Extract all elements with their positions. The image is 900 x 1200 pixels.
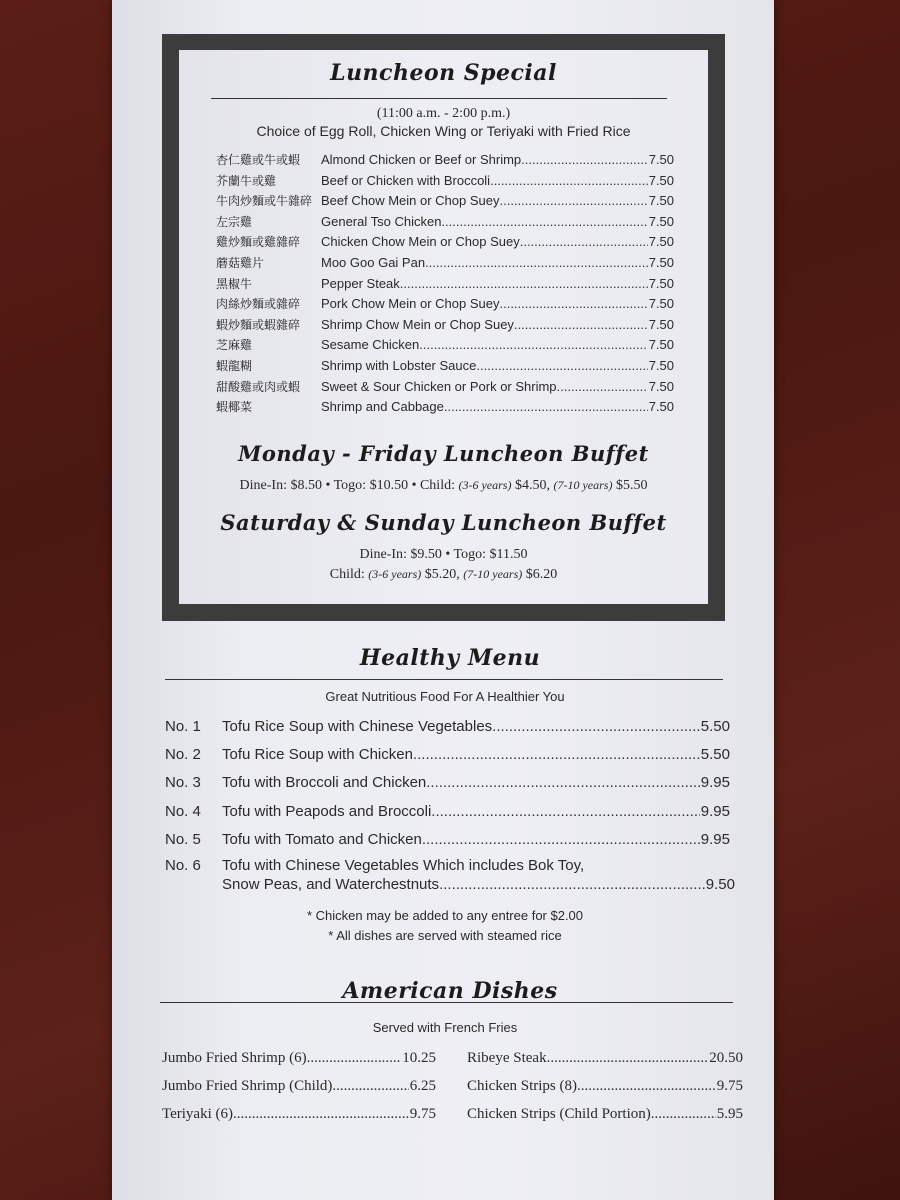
luncheon-item-name: Sweet & Sour Chicken or Pork or Shrimp [321, 378, 557, 394]
leader-dots [499, 193, 647, 208]
leader-dots [332, 1078, 408, 1095]
luncheon-item [216, 357, 674, 374]
healthy-title-rule [165, 679, 723, 680]
luncheon-item [216, 151, 674, 168]
leader-dots [441, 214, 647, 229]
healthy-note-rice: * All dishes are served with steamed rice [328, 928, 562, 943]
leader-dots [233, 1106, 409, 1123]
weekday-buffet-prices [179, 478, 708, 494]
american-item [467, 1078, 743, 1095]
american-item [162, 1106, 436, 1123]
leader-dots [425, 255, 648, 270]
luncheon-item-name: Shrimp and Cabbage [321, 399, 444, 415]
luncheon-item [216, 233, 674, 250]
luncheon-item [216, 172, 674, 189]
healthy-item [165, 746, 730, 763]
luncheon-item-name: Shrimp with Lobster Sauce [321, 358, 477, 373]
healthy-title: Healthy Menu [359, 645, 541, 671]
luncheon-item [216, 295, 674, 312]
leader-dots [521, 152, 648, 167]
luncheon-item-price: 7.50 [648, 275, 674, 291]
luncheon-item-name: Chicken Chow Mein or Chop Suey [321, 234, 520, 250]
american-item-name: Ribeye Steak [467, 1050, 547, 1066]
american-item [162, 1078, 436, 1095]
luncheon-item-price: 7.50 [648, 152, 674, 167]
luncheon-item-chinese: 黑椒牛 [216, 276, 253, 291]
luncheon-item [216, 213, 674, 230]
luncheon-item-price: 7.50 [648, 172, 674, 188]
american-item [162, 1050, 436, 1067]
leader-dots [444, 399, 648, 414]
leader-dots [426, 774, 700, 791]
luncheon-item-price: 7.50 [648, 399, 674, 415]
healthy-item-name: Tofu Rice Soup with Chinese Vegetables [222, 718, 493, 735]
american-item-price: 9.75 [716, 1078, 743, 1094]
luncheon-item-chinese: 牛肉炒麵或牛雜碎 [216, 194, 313, 209]
healthy-item [165, 803, 730, 820]
luncheon-item-name: General Tso Chicken [321, 213, 442, 229]
healthy-item-price: 9.95 [700, 774, 730, 792]
american-item-name: Jumbo Fried Shrimp (6) [162, 1050, 307, 1066]
healthy-note-chicken: * Chicken may be added to any entree for $2.00 [306, 908, 584, 923]
weekend-buffet-title: Saturday & Sunday Luncheon Buffet [220, 510, 667, 535]
healthy-item-6 [165, 857, 735, 874]
luncheon-item-price: 7.50 [648, 255, 674, 270]
luncheon-item-price: 7.50 [648, 296, 674, 312]
weekday-buffet-title: Monday - Friday Luncheon Buffet [238, 441, 649, 466]
healthy-subtitle: Great Nutritious Food For A Healthier You [325, 689, 565, 704]
weekend-child-label: Child: [329, 567, 369, 582]
american-item-price: 20.50 [709, 1050, 743, 1066]
luncheon-item-name: Almond Chicken or Beef or Shrimp [321, 152, 522, 167]
luncheon-choice: Choice of Egg Roll, Chicken Wing or Teriyaki with Fried Rice [256, 123, 631, 139]
american-item-price: 9.75 [409, 1106, 436, 1122]
luncheon-item-price: 7.50 [648, 316, 674, 332]
weekday-child1-price: $4.50, [511, 478, 554, 493]
luncheon-title: Luncheon Special [330, 60, 557, 86]
healthy-item-name: Tofu with Broccoli and Chicken [222, 774, 427, 792]
luncheon-item [216, 316, 674, 333]
american-item-name: Chicken Strips (8) [467, 1078, 577, 1094]
american-item [467, 1106, 743, 1123]
healthy-item-name: Tofu with Tomato and Chicken [222, 830, 422, 848]
healthy-item-price: 9.50 [705, 876, 735, 893]
luncheon-item-name: Beef or Chicken with Broccoli [321, 172, 491, 188]
luncheon-item [216, 192, 674, 209]
weekend-child2-price: $6.20 [522, 567, 558, 582]
luncheon-item [216, 275, 674, 292]
leader-dots [439, 876, 705, 893]
leader-dots [422, 831, 700, 848]
leader-dots [431, 803, 700, 820]
luncheon-item [216, 254, 674, 271]
healthy-item [165, 718, 730, 735]
leader-dots [492, 718, 700, 735]
weekend-child2-age: (7-10 years) [463, 567, 523, 581]
luncheon-item-name: Beef Chow Mein or Chop Suey [321, 193, 500, 209]
leader-dots [307, 1050, 402, 1067]
healthy-item-price: 9.95 [700, 802, 730, 820]
american-title: American Dishes [342, 978, 558, 1004]
healthy-item [165, 774, 730, 791]
luncheon-item-name: Pepper Steak [321, 275, 400, 291]
healthy-item-name-cont: Snow Peas, and Waterchestnuts [222, 876, 440, 893]
healthy-item-no: No. 5 [165, 830, 201, 848]
healthy-item-price: 5.50 [700, 718, 730, 735]
luncheon-title-rule [211, 98, 667, 99]
healthy-item-price: 9.95 [700, 830, 730, 848]
healthy-item-no: No. 1 [165, 718, 201, 735]
leader-dots [577, 1078, 716, 1095]
luncheon-item-price: 7.50 [648, 213, 674, 229]
weekday-child2-age: (7-10 years) [553, 478, 613, 492]
american-title-rule [160, 1002, 733, 1003]
american-item-name: Teriyaki (6) [162, 1106, 234, 1122]
weekend-buffet-child [179, 567, 708, 583]
luncheon-item-price: 7.50 [648, 337, 674, 353]
american-item-price: 10.25 [402, 1050, 436, 1066]
weekday-child2-price: $5.50 [612, 478, 648, 493]
leader-dots [651, 1106, 716, 1123]
leader-dots [557, 379, 648, 394]
luncheon-hours: (11:00 a.m. - 2:00 p.m.) [376, 106, 511, 121]
leader-dots [490, 173, 648, 188]
leader-dots [476, 358, 647, 373]
luncheon-item-chinese: 蝦炒麵或蝦雜碎 [216, 317, 301, 332]
leader-dots [419, 337, 647, 352]
american-item-price: 5.95 [716, 1106, 743, 1122]
luncheon-item-price: 7.50 [648, 193, 674, 209]
luncheon-item-name: Moo Goo Gai Pan [321, 255, 426, 270]
weekend-child1-price: $5.20, [421, 567, 464, 582]
american-item-name: Jumbo Fried Shrimp (Child) [162, 1078, 333, 1094]
healthy-item-no: No. 3 [165, 774, 201, 792]
healthy-item-name: Tofu Rice Soup with Chicken [222, 746, 413, 764]
leader-dots [413, 746, 700, 763]
american-item [467, 1050, 743, 1067]
leader-dots [400, 276, 648, 291]
luncheon-item-chinese: 蝦椰菜 [216, 400, 253, 415]
luncheon-item [216, 336, 674, 353]
healthy-item-6-cont [222, 876, 735, 893]
luncheon-item-price: 7.50 [648, 234, 674, 250]
luncheon-item-chinese: 杏仁雞或牛或蝦 [216, 153, 301, 167]
weekday-buffet-dinein: Dine-In: $8.50 • Togo: $10.50 • Child: [239, 478, 459, 493]
american-item-name: Chicken Strips (Child Portion) [467, 1106, 651, 1122]
weekend-buffet-line1: Dine-In: $9.50 • Togo: $11.50 [359, 547, 528, 562]
luncheon-item-chinese: 芝麻雞 [216, 338, 253, 353]
healthy-item-price: 5.50 [700, 746, 730, 764]
healthy-item-no: No. 4 [165, 802, 201, 820]
luncheon-item-chinese: 左宗雞 [216, 214, 253, 229]
healthy-item [165, 831, 730, 848]
weekend-child1-age: (3-6 years) [368, 567, 422, 581]
luncheon-item-chinese: 雞炒麵或雞雜碎 [216, 235, 301, 250]
leader-dots [514, 317, 648, 332]
luncheon-item-chinese: 蘑菇雞片 [216, 256, 265, 270]
leader-dots [547, 1050, 709, 1067]
luncheon-item-chinese: 肉絲炒麵或雜碎 [216, 297, 301, 312]
healthy-item-no: No. 6 [165, 857, 201, 874]
american-item-price: 6.25 [409, 1078, 436, 1094]
luncheon-item-name: Shrimp Chow Mein or Chop Suey [321, 316, 514, 332]
american-subtitle: Served with French Fries [372, 1020, 518, 1035]
luncheon-item [216, 378, 674, 395]
luncheon-item-name: Pork Chow Mein or Chop Suey [321, 296, 500, 312]
luncheon-item-chinese: 芥蘭牛或雞 [216, 173, 277, 188]
luncheon-item-chinese: 甜酸雞或肉或蝦 [216, 379, 301, 394]
luncheon-item-chinese: 蝦龍糊 [216, 359, 253, 373]
luncheon-item-price: 7.50 [648, 378, 674, 394]
leader-dots [520, 234, 648, 249]
healthy-item-name: Tofu with Chinese Vegetables Which includes Bok Toy, [222, 857, 585, 874]
weekday-child1-age: (3-6 years) [458, 478, 512, 492]
luncheon-item-name: Sesame Chicken [321, 337, 420, 353]
leader-dots [499, 296, 647, 311]
luncheon-item [216, 398, 674, 415]
healthy-item-no: No. 2 [165, 746, 201, 764]
luncheon-item-price: 7.50 [648, 358, 674, 373]
healthy-item-name: Tofu with Peapods and Broccoli [222, 802, 432, 820]
